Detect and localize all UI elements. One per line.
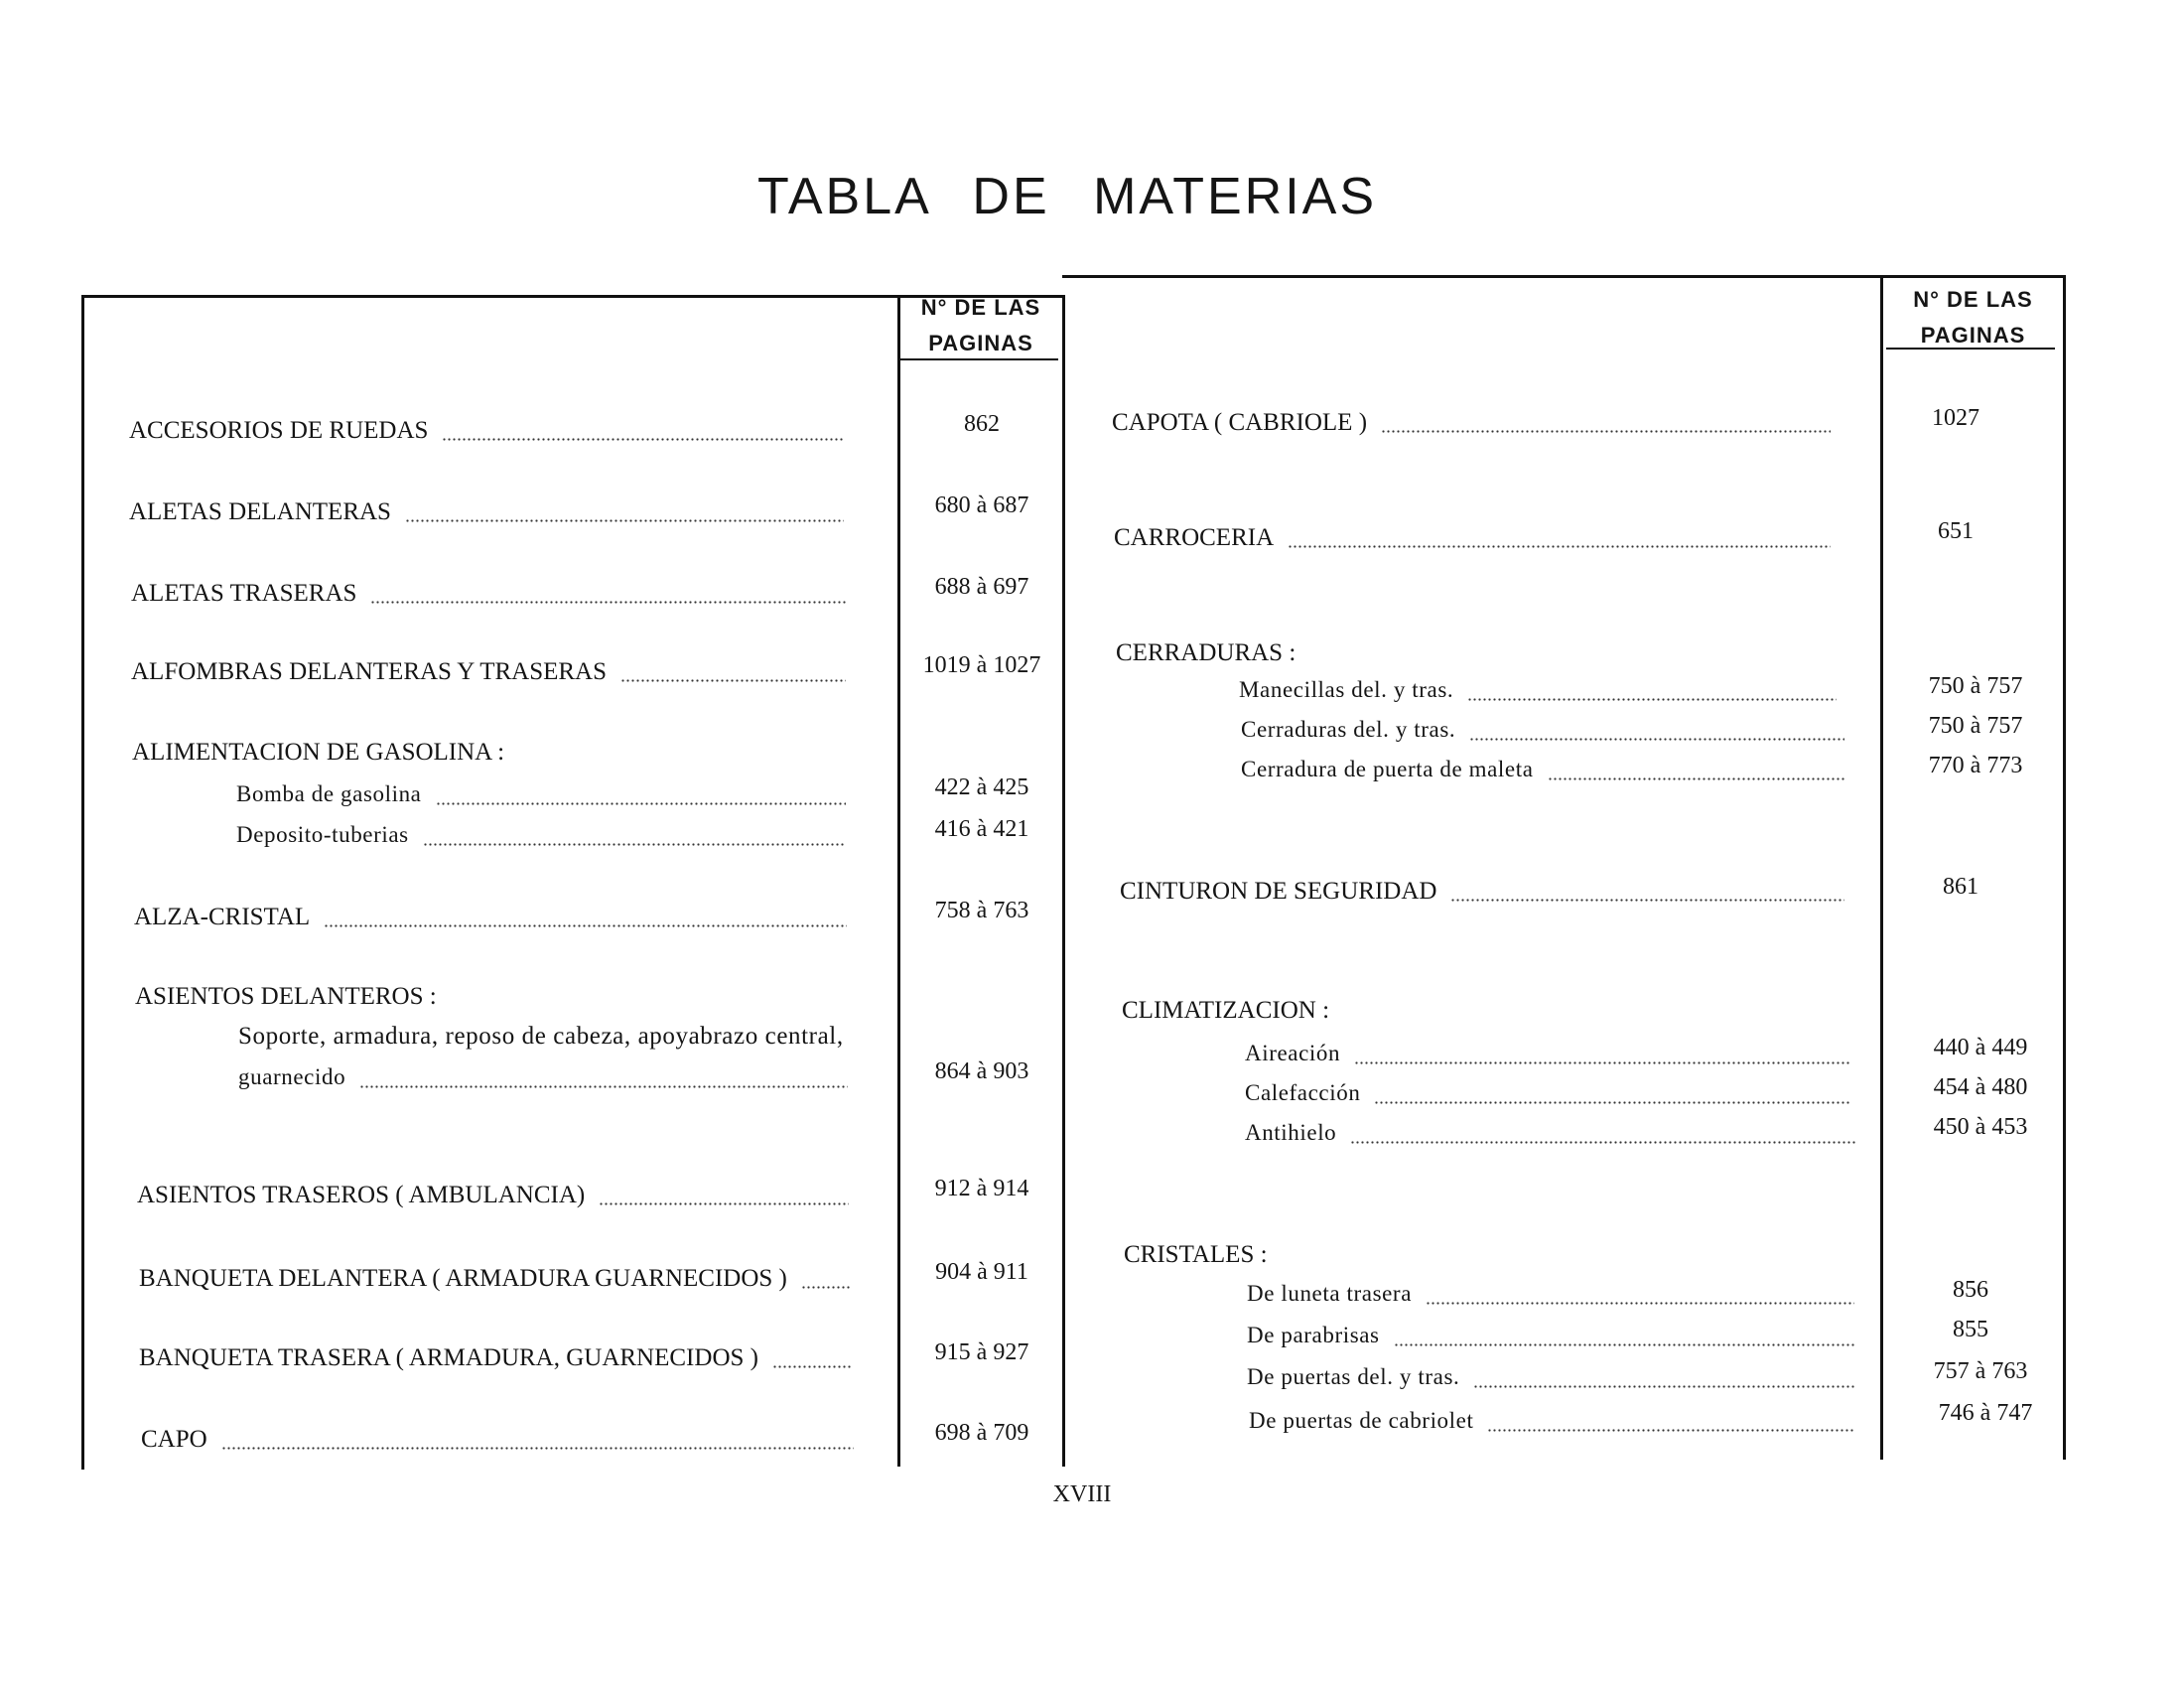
toc-entry-capo <box>141 1426 854 1458</box>
dot-leader <box>405 518 844 523</box>
dot-leader <box>359 1084 848 1089</box>
toc-section-cerraduras: CERRADURAS : <box>1116 639 1297 666</box>
toc-entry-pages: 698 à 709 <box>934 1420 1029 1446</box>
toc-subentry-puertas-del-tras <box>1247 1364 1854 1396</box>
toc-entry-label: ASIENTOS TRASEROS ( AMBULANCIA) <box>137 1182 586 1208</box>
dot-leader <box>1350 1140 1856 1145</box>
toc-entry-label: ALZA-CRISTAL <box>134 904 311 930</box>
toc-subentry-guarnecido <box>238 1064 848 1096</box>
toc-subentry-parabrisas <box>1247 1323 1854 1354</box>
toc-entry-pages: 758 à 763 <box>934 898 1029 923</box>
toc-entry-cinturon-de-seguridad <box>1120 878 1844 910</box>
toc-entry-aletas-traseras <box>131 580 846 612</box>
toc-subentry-puertas-cabriolet <box>1249 1408 1854 1440</box>
toc-entry-capota <box>1112 409 1831 441</box>
toc-entry-label: CAPOTA ( CABRIOLE ) <box>1112 409 1368 436</box>
dot-leader <box>1354 1060 1850 1065</box>
dot-leader <box>1288 544 1831 549</box>
toc-entry-label: Aireación <box>1245 1041 1341 1065</box>
toc-entry-label: De parabrisas <box>1247 1323 1380 1347</box>
toc-entry-label: De luneta trasera <box>1247 1281 1413 1306</box>
toc-entry-label: CINTURON DE SEGURIDAD <box>1120 878 1437 905</box>
column-header-line2: PAGINAS <box>1920 323 2026 348</box>
dot-leader <box>620 678 846 683</box>
page-title: TABLA DE MATERIAS <box>756 168 1378 225</box>
toc-entry-pages: 856 <box>1953 1277 1988 1303</box>
dot-leader <box>772 1364 852 1369</box>
toc-entry-alfombras <box>131 658 846 690</box>
toc-subentry-calefaccion <box>1245 1080 1850 1112</box>
toc-entry-pages: 454 à 480 <box>1933 1074 2028 1100</box>
toc-entry-pages: 915 à 927 <box>934 1339 1029 1365</box>
dot-leader <box>1469 737 1844 742</box>
toc-entry-label: ALFOMBRAS DELANTERAS Y TRASERAS <box>131 658 608 685</box>
toc-entry-label: Bomba de gasolina <box>236 781 422 806</box>
toc-entry-label: ACCESORIOS DE RUEDAS <box>129 417 429 444</box>
toc-entry-label: Calefacción <box>1245 1080 1361 1105</box>
toc-entry-pages: 450 à 453 <box>1933 1114 2028 1140</box>
dot-leader <box>1487 1428 1854 1433</box>
toc-entry-pages: 864 à 903 <box>934 1058 1029 1084</box>
toc-entry-pages: 651 <box>1938 518 1974 544</box>
dot-leader <box>1467 697 1837 702</box>
toc-entry-label: De puertas del. y tras. <box>1247 1364 1460 1389</box>
toc-section-cristales: CRISTALES : <box>1124 1241 1268 1268</box>
dot-leader <box>1473 1384 1854 1389</box>
toc-entry-pages: 750 à 757 <box>1928 713 2023 739</box>
toc-entry-accesorios-de-ruedas <box>129 417 844 449</box>
toc-entry-label: ALETAS DELANTERAS <box>129 498 391 525</box>
dot-leader <box>1426 1301 1854 1306</box>
toc-entry-pages: 680 à 687 <box>934 492 1029 518</box>
toc-entry-pages: 757 à 763 <box>1933 1358 2028 1384</box>
dot-leader <box>1548 776 1844 781</box>
toc-entry-label: De puertas de cabriolet <box>1249 1408 1474 1433</box>
toc-entry-label: guarnecido <box>238 1064 346 1089</box>
toc-entry-label: Antihielo <box>1245 1120 1337 1145</box>
right-top-rule <box>1062 275 2065 278</box>
toc-entry-label: Cerradura de puerta de maleta <box>1241 757 1534 781</box>
dot-leader <box>324 923 847 928</box>
dot-leader <box>1450 898 1844 903</box>
right-pages-divider <box>1880 275 1883 1460</box>
toc-entry-pages: 855 <box>1953 1317 1988 1342</box>
dot-leader <box>599 1201 849 1206</box>
dot-leader <box>436 801 847 806</box>
column-header-line1: N° DE LAS <box>1913 287 2033 312</box>
toc-entry-pages: 912 à 914 <box>934 1176 1029 1201</box>
toc-entry-alza-cristal <box>134 904 847 935</box>
toc-entry-label: BANQUETA TRASERA ( ARMADURA, GUARNECIDOS ) <box>139 1344 758 1371</box>
toc-subentry-soporte-line: Soporte, armadura, reposo de cabeza, apoyabrazo central, <box>238 1023 844 1050</box>
toc-entry-pages: 1027 <box>1932 405 1979 431</box>
toc-entry-pages: 746 à 747 <box>1938 1400 2033 1426</box>
column-header-line2: PAGINAS <box>928 331 1033 355</box>
toc-entry-pages: 904 à 911 <box>935 1259 1028 1285</box>
toc-entry-label: CARROCERIA <box>1114 524 1275 551</box>
toc-section-asientos-delanteros: ASIENTOS DELANTEROS : <box>135 983 437 1010</box>
toc-entry-label: Deposito-tuberias <box>236 822 409 847</box>
toc-entry-aletas-delanteras <box>129 498 844 530</box>
left-outer-border <box>81 295 84 1470</box>
toc-entry-label: ALETAS TRASERAS <box>131 580 357 607</box>
toc-subentry-aireacion <box>1245 1041 1850 1072</box>
toc-subentry-cerraduras-del-tras <box>1241 717 1844 749</box>
page-folio: XVIII <box>1052 1481 1112 1507</box>
toc-entry-label: Cerraduras del. y tras. <box>1241 717 1456 742</box>
toc-subentry-antihielo <box>1245 1120 1856 1152</box>
right-pages-column-header <box>1886 282 2060 353</box>
left-right-border <box>1062 295 1065 1467</box>
toc-entry-label: Manecillas del. y tras. <box>1239 677 1454 702</box>
toc-entry-pages: 688 à 697 <box>934 574 1029 600</box>
toc-entry-label: BANQUETA DELANTERA ( ARMADURA GUARNECIDOS ) <box>139 1265 787 1292</box>
toc-entry-carroceria <box>1114 524 1831 556</box>
toc-subentry-bomba-de-gasolina <box>236 781 846 813</box>
dot-leader <box>370 600 846 605</box>
dot-leader <box>1381 429 1831 434</box>
toc-entry-pages: 416 à 421 <box>934 816 1029 842</box>
toc-subentry-manecillas <box>1239 677 1837 709</box>
toc-section-climatizacion: CLIMATIZACION : <box>1122 997 1330 1024</box>
dot-leader <box>221 1446 854 1451</box>
toc-entry-pages: 770 à 773 <box>1928 753 2023 778</box>
toc-entry-pages: 422 à 425 <box>934 774 1029 800</box>
left-pages-divider <box>897 295 900 1467</box>
dot-leader <box>423 842 846 847</box>
toc-entry-asientos-traseros <box>137 1182 849 1213</box>
dot-leader <box>1374 1100 1850 1105</box>
left-pages-column-header <box>901 290 1060 361</box>
right-outer-border <box>2063 275 2066 1460</box>
toc-entry-pages: 862 <box>964 411 1000 437</box>
toc-entry-pages: 1019 à 1027 <box>922 652 1041 678</box>
toc-subentry-deposito-tuberias <box>236 822 846 854</box>
toc-entry-pages: 440 à 449 <box>1933 1035 2028 1060</box>
toc-entry-label: CAPO <box>141 1426 207 1453</box>
toc-subentry-cerradura-maleta <box>1241 757 1844 788</box>
toc-section-alimentacion-de-gasolina: ALIMENTACION DE GASOLINA : <box>132 739 505 766</box>
dot-leader <box>1394 1342 1854 1347</box>
toc-subentry-luneta-trasera <box>1247 1281 1854 1313</box>
toc-entry-banqueta-trasera <box>139 1344 852 1376</box>
column-header-line1: N° DE LAS <box>920 295 1041 320</box>
dot-leader <box>442 437 844 442</box>
dot-leader <box>801 1285 852 1290</box>
toc-entry-banqueta-delantera <box>139 1265 852 1297</box>
toc-entry-pages: 861 <box>1943 874 1979 900</box>
toc-entry-pages: 750 à 757 <box>1928 673 2023 699</box>
